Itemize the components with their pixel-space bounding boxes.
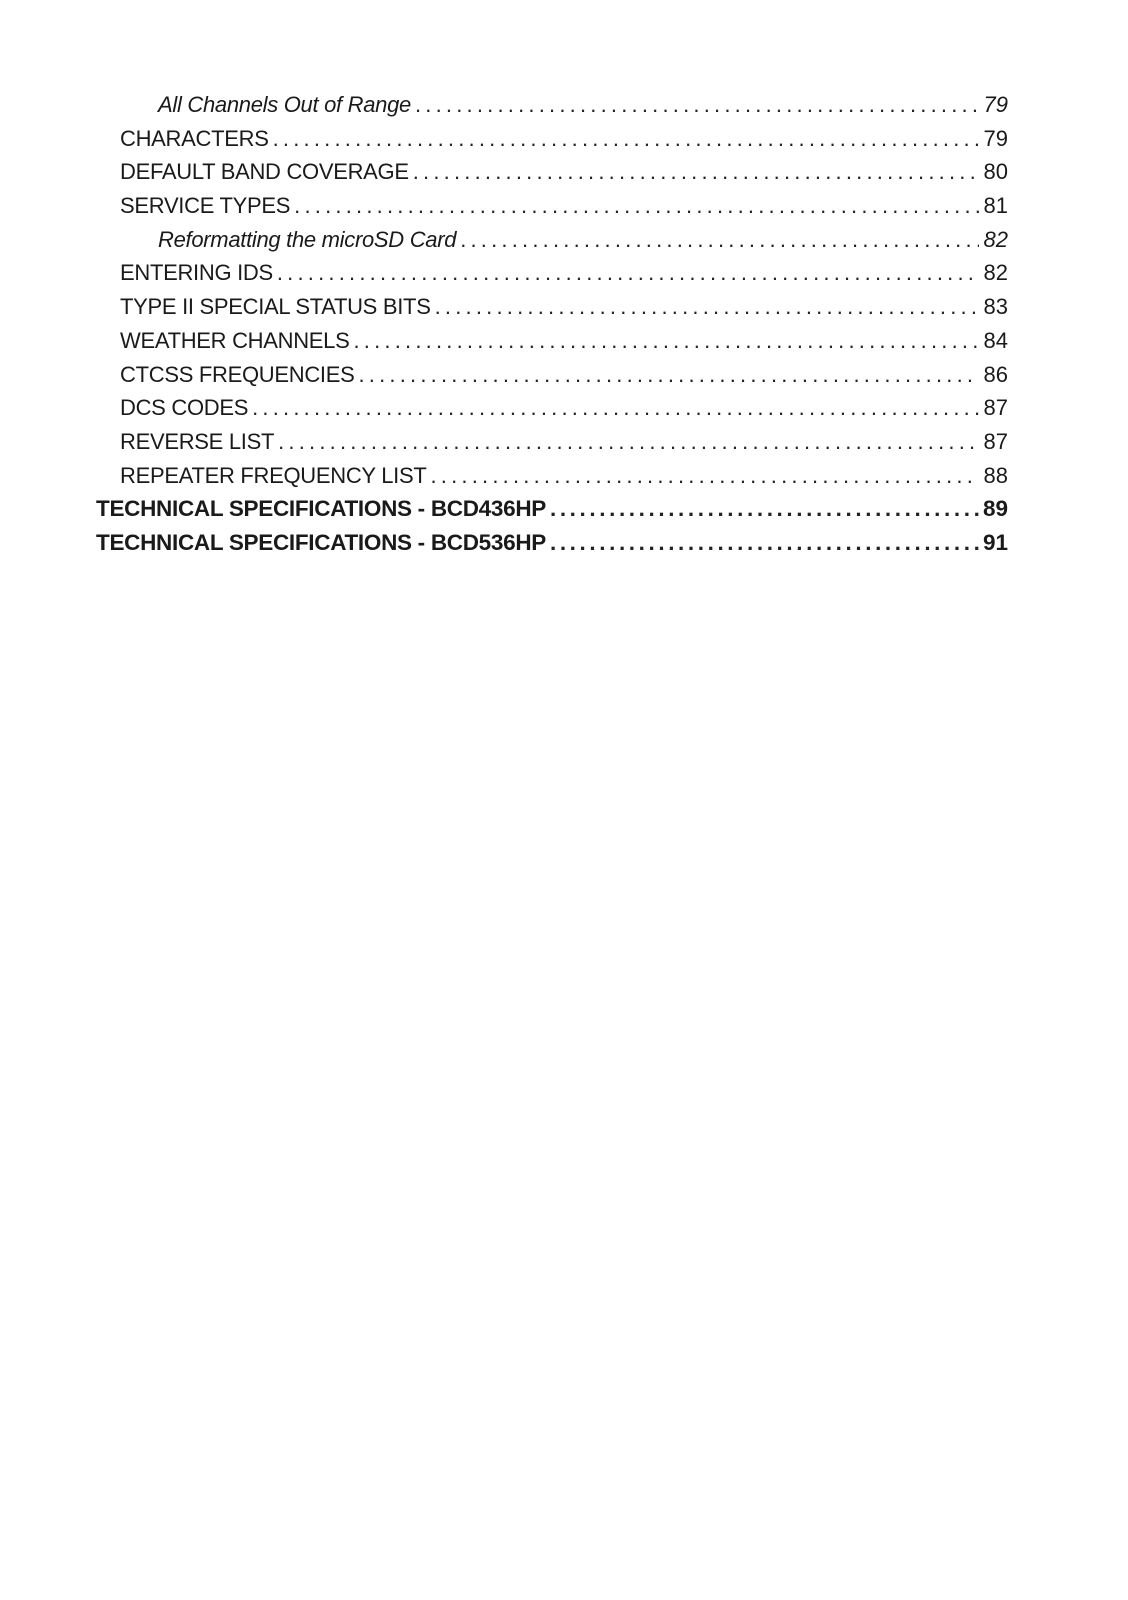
toc-entry-page: 79 xyxy=(983,92,1008,117)
toc-entry-page: 82 xyxy=(983,226,1008,252)
toc-entry-title: CTCSS FREQUENCIES xyxy=(120,361,355,387)
toc-chapter-entry[interactable] xyxy=(96,526,1008,560)
toc-entry[interactable] xyxy=(96,88,1008,122)
dot-leader xyxy=(550,492,980,526)
toc-entry-title: DCS CODES xyxy=(120,395,249,421)
toc-entry-title: SERVICE TYPES xyxy=(120,193,291,219)
toc-chapter-entry[interactable] xyxy=(96,492,1008,526)
toc-entry-title: TECHNICAL SPECIFICATIONS - BCD436HP xyxy=(96,496,546,522)
toc-entry-title: REVERSE LIST xyxy=(120,428,275,454)
toc-entry-title: ENTERING IDS xyxy=(120,260,273,286)
toc-entry[interactable] xyxy=(96,324,1008,358)
toc-entry[interactable] xyxy=(96,358,1008,392)
toc-entry-page: 84 xyxy=(983,327,1008,353)
toc-entry-page: 86 xyxy=(983,361,1008,387)
dot-leader xyxy=(278,425,979,459)
toc-entry-page: 88 xyxy=(983,462,1008,488)
dot-leader xyxy=(435,290,979,324)
dot-leader xyxy=(430,459,979,493)
toc-entry[interactable] xyxy=(96,189,1008,223)
toc-entry[interactable] xyxy=(96,223,1008,257)
toc-entry-page: 91 xyxy=(982,529,1008,555)
dot-leader xyxy=(413,155,979,189)
dot-leader xyxy=(273,122,979,156)
dot-leader xyxy=(252,391,979,425)
table-of-contents xyxy=(96,88,1008,560)
toc-entry-title: TECHNICAL SPECIFICATIONS - BCD536HP xyxy=(96,529,546,555)
dot-leader xyxy=(550,526,980,560)
toc-entry[interactable] xyxy=(96,290,1008,324)
dot-leader xyxy=(277,256,979,290)
dot-leader xyxy=(358,358,979,392)
toc-entry-page: 83 xyxy=(983,294,1008,320)
toc-entry-page: 82 xyxy=(983,260,1008,286)
toc-entry-page: 81 xyxy=(983,193,1008,219)
toc-entry-page: 80 xyxy=(983,159,1008,185)
toc-entry-title: Reformatting the microSD Card xyxy=(158,226,457,252)
dot-leader xyxy=(460,223,979,257)
toc-entry[interactable] xyxy=(96,425,1008,459)
dot-leader xyxy=(294,189,979,223)
toc-entry-page: 79 xyxy=(983,125,1008,151)
toc-entry-title: REPEATER FREQUENCY LIST xyxy=(120,462,427,488)
toc-entry-title: WEATHER CHANNELS xyxy=(120,327,350,353)
dot-leader xyxy=(354,324,980,358)
toc-entry[interactable] xyxy=(96,256,1008,290)
toc-entry[interactable] xyxy=(96,122,1008,156)
dot-leader xyxy=(415,88,979,122)
toc-entry-title: DEFAULT BAND COVERAGE xyxy=(120,159,409,185)
toc-entry-page: 89 xyxy=(982,496,1008,522)
toc-entry[interactable] xyxy=(96,459,1008,493)
toc-entry[interactable] xyxy=(96,155,1008,189)
toc-entry-title: TYPE II SPECIAL STATUS BITS xyxy=(120,294,431,320)
toc-entry[interactable] xyxy=(96,391,1008,425)
toc-entry-title: All Channels Out of Range xyxy=(158,92,411,117)
toc-entry-title: CHARACTERS xyxy=(120,125,269,151)
toc-entry-page: 87 xyxy=(983,428,1008,454)
toc-entry-page: 87 xyxy=(983,395,1008,421)
